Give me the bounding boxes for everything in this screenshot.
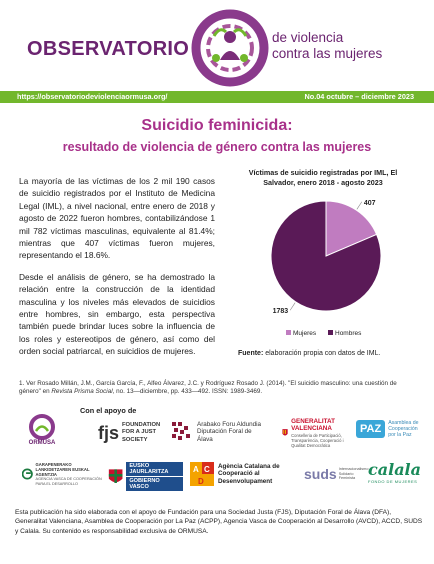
info-bar [0, 91, 434, 103]
basque-shield-icon [108, 467, 123, 487]
observatorio-logo-icon [190, 8, 270, 88]
ormusa-logo: ORMUSA [22, 414, 62, 446]
svg-text:C: C [204, 465, 210, 474]
ormusa-icon [29, 414, 55, 440]
credits-text: Esta publicación ha sido elaborada con el apoyo de Fundación para una Sociedad Justa (FJS), Diputación Foral de Álava (DFA), Generalitat Valenciana, Asamblea de Cooperación por La Paz (ACPP), Agencia Vasca de Cooperación al Desarrollo (AVCD), ACCD, SUDS y Calala. Su contenido es responsabilidad exclusiva de ORMUSA. [15, 509, 423, 535]
page-header [0, 0, 434, 92]
legend-swatch [286, 330, 291, 335]
website-link[interactable]: https://observatoriodeviolenciaormusa.org/ [17, 92, 168, 101]
elankidetza-logo: GARAPENERAKO LANKIDETZAREN EUSKAL AGENTZIA AGENCIA VASCA DE COOPERACIÓN PARA EL DESARROLLO [22, 462, 102, 486]
brand-subtitle: de violencia contra las mujeres [272, 30, 383, 61]
legend-label: Mujeres [293, 330, 317, 337]
acd-icon [190, 462, 214, 486]
legend-swatch [328, 330, 333, 335]
calala-logo: calala FONDO DE MUJERES [368, 460, 421, 484]
issue-number: No.04 octubre – diciembre 2023 [304, 92, 414, 101]
support-label: Con el apoyo de [80, 406, 137, 415]
generalitat-valenciana-logo: GENERALITAT VALENCIANA Conselleria de Participació, Transparència, Cooperació i Qualitat Democràtica [282, 418, 354, 448]
eusko-jaurlaritza-logo: EUSKO JAURLARITZA GOBIERNO VASCO [108, 462, 183, 491]
acd-logo: A C D Agència Catalana de Cooperació al Desenvolupament [190, 462, 300, 486]
chart-title: Víctimas de suicidio registradas por IML, El Salvador, enero 2018 - agosto 2023 [248, 168, 398, 187]
alava-logo: Arabako Foru Aldundia Diputación Foral de Álava [170, 420, 270, 444]
article-title: Suicidio feminicida: [141, 117, 293, 134]
brand-name: OBSERVATORIO [27, 38, 190, 60]
article-subtitle: resultado de violencia de género contra las mujeres [62, 140, 372, 154]
data-label: 407 [363, 199, 376, 207]
article-body [19, 175, 215, 367]
valenciana-shield-icon [282, 423, 288, 443]
paz-logo: PAZ Asamblea de Cooperación por la Paz [356, 420, 428, 438]
paragraph: Desde el análisis de género, se ha demostrado la relación entre la construcción de la identidad masculina y los niveles más elevados de suicidios entre hombres, sin embargo, esta perspectiva también puede brindar luces sobre la influencia de los roles y estereotipos de género, así como del orden social patriarcal, en suicidios de mujeres. [19, 271, 215, 357]
pie-chart [234, 194, 414, 344]
chart-source: Fuente: elaboración propia con datos de IML. [238, 350, 381, 357]
alava-icon [170, 420, 194, 444]
paragraph: La mayoría de las víctimas de los 2 mil 190 casos de suicidio registrados por el Instituto de Medicina Legal (IML), a nivel nacional, entre enero de 2018 y agosto de 2022 fueron hombres, contabilizándose 1 mil 782 víctimas masculinas, equivalente al 81.4%; mientras que 407 víctimas fueron mujeres, representando el 18.6%. [19, 176, 215, 261]
legend-label: Hombres [335, 330, 362, 337]
data-label-leader [290, 303, 295, 311]
suds-logo: suds Internacionalismo Solidario Feminista [304, 466, 369, 482]
svg-text:A: A [193, 465, 199, 474]
svg-text:D: D [198, 477, 204, 486]
fjs-logo: fjs FOUNDATION FOR A JUST SOCIETY [98, 422, 161, 443]
data-label: 1783 [272, 308, 289, 316]
elankidetza-icon [22, 463, 33, 485]
data-label-leader [357, 202, 362, 210]
footnote: 1. Ver Rosado Millán, J.M., García García, F., Alfeo Álvarez, J.C. y Rodríguez Rosado J. (2014). "El suicidio masculino: una cuestión de género" en Revista Prisma Social, no. 13—diciembre, pp. 433—492. ISSN: 1989-3469. [19, 380, 397, 396]
